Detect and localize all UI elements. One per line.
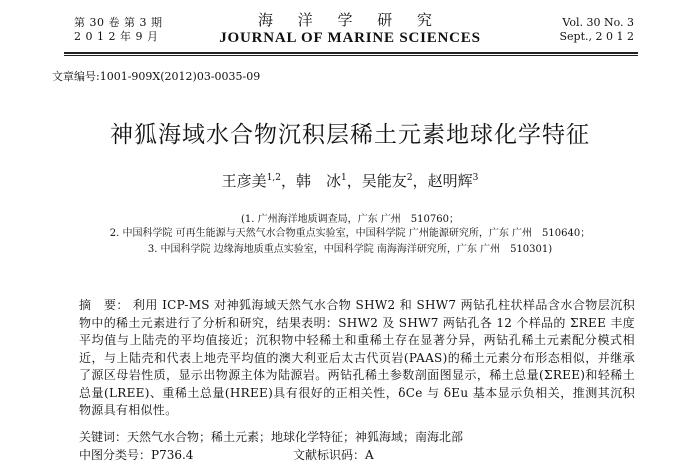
author-name: 吴能友: [361, 172, 407, 190]
keywords-text: 天然气水合物；稀土元素；地球化学特征；神狐海域；南海北部: [127, 430, 464, 444]
clc-value: P736.4: [151, 448, 194, 462]
clc-label: 中图分类号：: [79, 448, 152, 462]
author-separator: ，: [281, 172, 297, 190]
header-rule-thin: [64, 55, 638, 56]
author-affiliation-mark: 1,2: [266, 173, 282, 183]
article-number: 文章编号:1001-909X(2012)03-0035-09: [52, 70, 261, 83]
journal-name: [200, 11, 500, 47]
issue-date-cn: 2 0 1 2 年 9 月: [74, 30, 159, 43]
clc-number: [79, 446, 193, 463]
author-name: 赵明辉: [427, 172, 473, 190]
affiliation-2: 2. 中国科学院 可再生能源与天然气水合物重点实验室，中国科学院 广州能源研究所，广东 广州 510640；: [109, 228, 591, 239]
document-code: [293, 446, 374, 463]
doc-code-value: A: [365, 448, 374, 462]
paper-title: 神狐海域水合物沉积层稀土元素地球化学特征: [110, 122, 590, 148]
issue-date-en: Sept., 2 0 1 2: [559, 30, 634, 43]
volume-en: Vol. 30 No. 3: [562, 16, 634, 29]
author-affiliation-mark: 1: [341, 173, 347, 183]
author-separator: ，: [412, 172, 428, 190]
author-affiliation-mark: 3: [472, 173, 479, 183]
keywords: [79, 428, 463, 445]
header-rule-thick: [64, 52, 638, 54]
abstract-text: 利用 ICP-MS 对神狐海域天然气水合物 SHW2 和 SHW7 两钻孔柱状样品含水合物层沉积物中的稀土元素进行了分析和研究，结果表明：SHW2 及 SHW7 两钻孔各 12 个样品的 ΣREE 丰度平均值与上陆壳的平均值接近；沉积物中轻稀土和重稀土存在显著分异，两钻孔稀土元素配分模式相近，与上陆壳和代表上地壳平均值的澳大利亚后太古代页岩(PAAS)的稀土元素分布形态相似，并继承了源区母岩性质，显示出物源主体为陆源岩。两钻孔稀土参数剖面图显示，稀土总量(ΣREE)和轻稀土总量(LREE)、重稀土总量(HREE)具有很好的正相关性，δCe 与 δEu 基本显示负相关，推测其沉积物源具有相似性。: [79, 298, 636, 417]
author-list: [0, 170, 700, 191]
doc-code-label: 文献标识码：: [293, 448, 366, 462]
keywords-label: 关键词：: [79, 430, 128, 444]
abstract-label: 摘 要：: [79, 298, 129, 312]
journal-name-cn: 海 洋 学 研 究: [257, 11, 443, 29]
author-name: 韩 冰: [296, 172, 342, 190]
issue-info-en: [560, 16, 634, 44]
author-separator: ，: [346, 172, 362, 190]
journal-name-en: JOURNAL OF MARINE SCIENCES: [219, 30, 481, 46]
author-affiliation-mark: 2: [406, 173, 413, 183]
abstract: [79, 297, 635, 420]
issue-number-cn: 第 30 卷 第 3 期: [74, 16, 163, 29]
affiliation-1: (1. 广州海洋地质调查局，广东 广州 510760；: [241, 214, 459, 225]
issue-info-cn: [74, 16, 162, 44]
journal-header: [0, 0, 700, 60]
affiliation-3: 3. 中国科学院 边缘海地质重点实验室，中国科学院 南海海洋研究所，广东 广州 510301): [147, 244, 553, 255]
author-name: 王彦美: [221, 172, 267, 190]
